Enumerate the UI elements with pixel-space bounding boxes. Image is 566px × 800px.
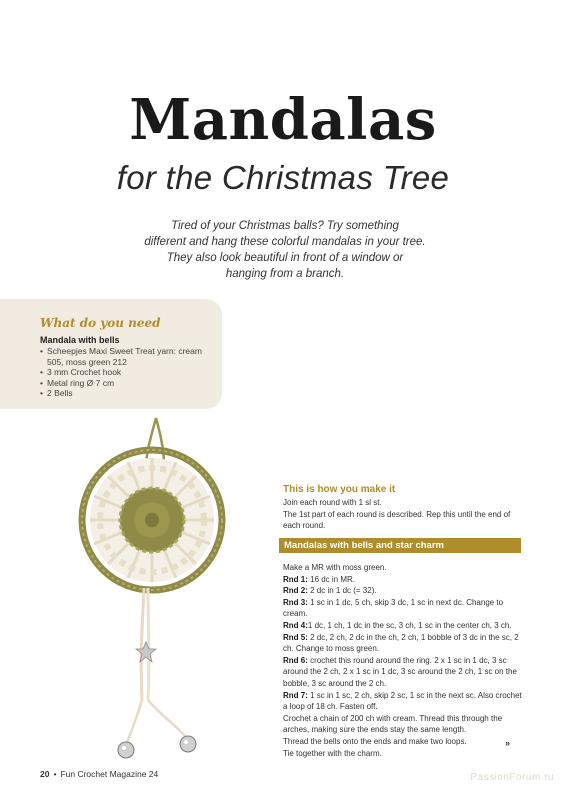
closing-step: Crochet a chain of 200 ch with cream. Thread this through the arches, making sure the ends stay the same length. <box>283 713 503 735</box>
pattern-steps <box>283 562 523 759</box>
materials-subheading: Mandala with bells <box>40 335 120 345</box>
round-step <box>283 690 523 713</box>
instructions-line: The 1st part of each round is described. Rep this until the end of each round. <box>283 509 511 530</box>
round-step <box>283 574 523 586</box>
round-step <box>283 632 523 655</box>
round-label: Rnd 5: <box>283 632 308 642</box>
intro-paragraph <box>110 218 460 282</box>
round-step <box>283 655 523 690</box>
watermark: PassionForum.ru <box>470 772 554 783</box>
instructions-intro <box>283 497 523 532</box>
continue-arrow-icon: » <box>505 738 511 748</box>
round-text: 1 dc, 1 ch, 1 dc in the sc, 3 ch, 1 sc in the center ch, 3 ch. <box>307 620 512 630</box>
materials-heading: What do you need <box>40 316 161 330</box>
round-label: Rnd 6: <box>283 655 308 665</box>
round-step <box>283 597 523 620</box>
mandala-photo <box>70 410 270 770</box>
page-footer <box>40 769 158 779</box>
intro-line: They also look beautiful in front of a window or <box>166 252 404 264</box>
page-title: Mandalas <box>129 87 437 153</box>
round-label: Rnd 1: <box>283 574 308 584</box>
footer-bullet: • <box>53 769 57 779</box>
instructions-heading: This is how you make it <box>283 484 396 495</box>
intro-line: Tired of your Christmas balls? Try something <box>171 220 399 232</box>
intro-line: different and hang these colorful mandalas in your tree. <box>144 236 426 248</box>
closing-step: Thread the bells onto the ends and make two loops. <box>283 736 467 746</box>
step-intro: Make a MR with moss green. <box>283 563 387 572</box>
round-text: 2 dc in 1 dc (= 32). <box>307 586 377 596</box>
round-step <box>283 620 523 632</box>
round-text: 16 dc in MR. <box>307 574 356 584</box>
materials-list <box>40 346 215 399</box>
round-text: 1 sc in 1 sc, 2 ch, skip 2 sc, 1 sc in the next sc. Also crochet a loop of 18 ch. Fasten off. <box>283 690 522 712</box>
instructions-line: Join each round with 1 sl st. <box>283 498 382 507</box>
round-text: crochet this round around the ring. 2 x 1 sc in 1 dc, 3 sc around the 2 ch, 2 x 1 sc in 1 dc, 3 sc around the 2 ch, 1 sc on the bobble, 3 sc around the 2 ch. <box>283 655 517 688</box>
round-step <box>283 585 523 597</box>
closing-step: Tie together with the charm. <box>283 748 382 758</box>
materials-item: • Metal ring Ø 7 cm <box>40 378 215 389</box>
materials-item: • Scheepjes Maxi Sweet Treat yarn: cream 505, moss green 212 <box>40 346 215 367</box>
round-text: 1 sc in 1 dc, 5 ch, skip 3 dc, 1 sc in next dc. Change to cream. <box>283 597 504 619</box>
round-text: 2 dc, 2 ch, 2 dc in the ch, 2 ch, 1 bobble of 3 dc in the sc, 2 ch. Change to moss green. <box>283 632 519 654</box>
round-label: Rnd 7: <box>283 690 308 700</box>
round-label: Rnd 3: <box>283 597 308 607</box>
intro-line: hanging from a branch. <box>225 268 345 280</box>
page-number: 20 <box>40 769 50 779</box>
round-label: Rnd 4: <box>283 620 308 630</box>
section-heading-bar: Mandalas with bells and star charm <box>279 538 521 553</box>
round-label: Rnd 2: <box>283 586 308 596</box>
page-subtitle: for the Christmas Tree <box>116 159 450 196</box>
materials-item: • 2 Bells <box>40 388 215 399</box>
magazine-name: Fun Crochet Magazine 24 <box>60 769 159 779</box>
materials-item: • 3 mm Crochet hook <box>40 367 215 378</box>
